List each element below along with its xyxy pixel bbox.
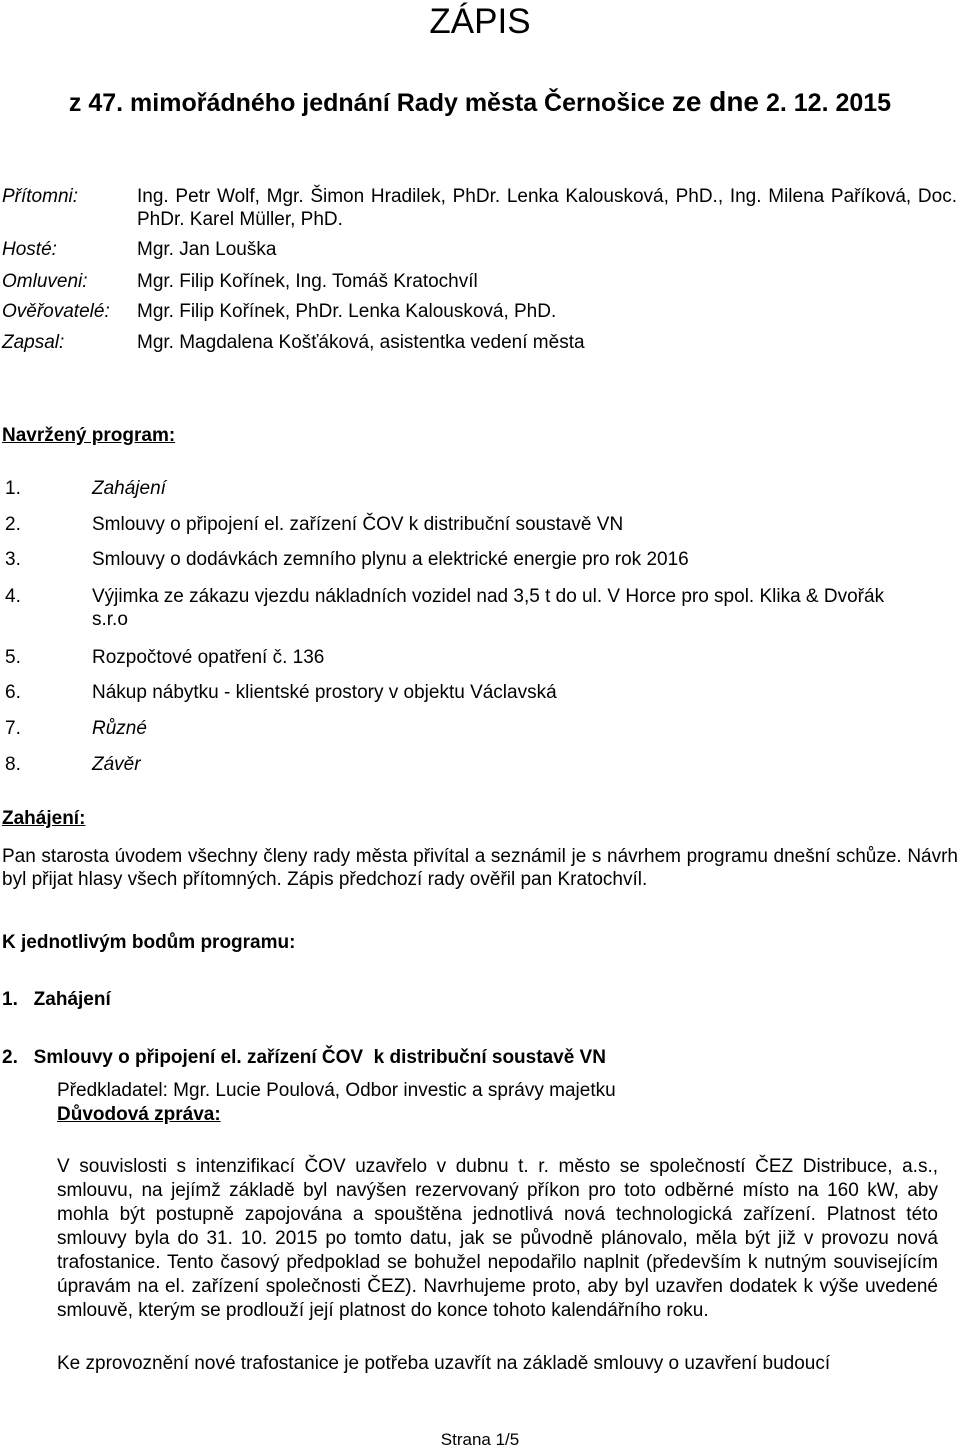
present-value: Ing. Petr Wolf, Mgr. Šimon Hradilek, PhDr. Lenka Kalousková, PhD., Ing. Milena Paříková, Doc. PhDr. Karel Müller, PhD. (137, 186, 957, 230)
program-item-number: 4. (5, 586, 21, 607)
subtitle-part-2: ze dne (671, 86, 760, 117)
point-2-report-text: V souvislosti s intenzifikací ČOV uzavřelo v dubnu t. r. město se společností ČEZ Distribuce, a.s., smlouvu, na jejímž základě byl navýšen rezervovaný příkon pro toto odběrné místo na 160 kW, aby mohla být postupně zapojována a spouštěna jednotlivá nová technologická zařízení. Platnost této smlouvy byla do 31. 10. 2015 po tomto datu, jak se původně plánovalo, měla být již v provozu nová trafostanice. Tento časový předpoklad se bohužel nepodařilo naplnit (především k nutným souvisejícím úpravám na el. zařízení společnosti ČEZ). Navrhujeme proto, aby byl uzavřen dodatek k výše uvedené smlouvě, kterým se prodlouží její platnost do konce tohoto kalendářního roku. (57, 1156, 938, 1321)
program-item-number: 1. (5, 478, 21, 499)
recorder-label: Zapsal: (2, 332, 65, 353)
program-item: Nákup nábytku - klientské prostory v objektu Václavská (92, 682, 557, 703)
opening-heading: Zahájení: (2, 808, 86, 829)
excused-value: Mgr. Filip Kořínek, Ing. Tomáš Kratochvíl (137, 271, 478, 292)
program-item-number: 5. (5, 647, 21, 668)
subtitle-part-3: 2. 12. 2015 (759, 89, 892, 117)
program-item-number: 7. (5, 718, 21, 739)
document-subtitle (0, 86, 960, 118)
point-1-title: 1. Zahájení (2, 989, 111, 1010)
verifiers-value: Mgr. Filip Kořínek, PhDr. Lenka Kalousková, PhD. (137, 301, 557, 322)
present-label: Přítomni: (2, 186, 79, 207)
excused-label: Omluveni: (2, 271, 88, 292)
document-title: ZÁPIS (429, 2, 531, 41)
points-heading: K jednotlivým bodům programu: (2, 932, 296, 953)
guests-label: Hosté: (2, 239, 57, 260)
program-item: Výjimka ze zákazu vjezdu nákladních vozidel nad 3,5 t do ul. V Horce pro spol. Klika & Dvořák s.r.o (92, 586, 885, 630)
program-heading: Navržený program: (2, 425, 176, 446)
program-item-number: 3. (5, 549, 21, 570)
program-item-number: 6. (5, 682, 21, 703)
program-item-number: 8. (5, 754, 21, 775)
guests-value: Mgr. Jan Louška (137, 239, 277, 260)
point-2-title: 2. Smlouvy o připojení el. zařízení ČOV k distribuční soustavě VN (2, 1047, 606, 1068)
point-2-next-text: Ke zprovoznění nové trafostanice je potřeba uzavřít na základě smlouvy o uzavření budoucí (57, 1353, 831, 1374)
point-2-report-heading: Důvodová zpráva: (57, 1104, 221, 1125)
program-item: Závěr (92, 754, 141, 775)
point-2-presenter: Předkladatel: Mgr. Lucie Poulová, Odbor investic a správy majetku (57, 1080, 616, 1101)
program-item: Zahájení (92, 478, 166, 499)
subtitle-part-1: z 47. mimořádného jednání Rady města Černošice (68, 89, 672, 117)
program-item: Rozpočtové opatření č. 136 (92, 647, 325, 668)
opening-paragraph: Pan starosta úvodem všechny členy rady města přivítal a seznámil je s návrhem programu dnešní schůze. Návrh byl přijat hlasy všech přítomných. Zápis předchozí rady ověřil pan Kratochvíl. (2, 846, 958, 890)
recorder-value: Mgr. Magdalena Košťáková, asistentka vedení města (137, 332, 585, 353)
program-item-number: 2. (5, 514, 21, 535)
page-number: Strana 1/5 (440, 1430, 520, 1449)
program-item: Smlouvy o připojení el. zařízení ČOV k distribuční soustavě VN (92, 514, 624, 535)
program-item: Různé (92, 718, 147, 739)
verifiers-label: Ověřovatelé: (2, 301, 110, 322)
program-item: Smlouvy o dodávkách zemního plynu a elektrické energie pro rok 2016 (92, 549, 689, 570)
